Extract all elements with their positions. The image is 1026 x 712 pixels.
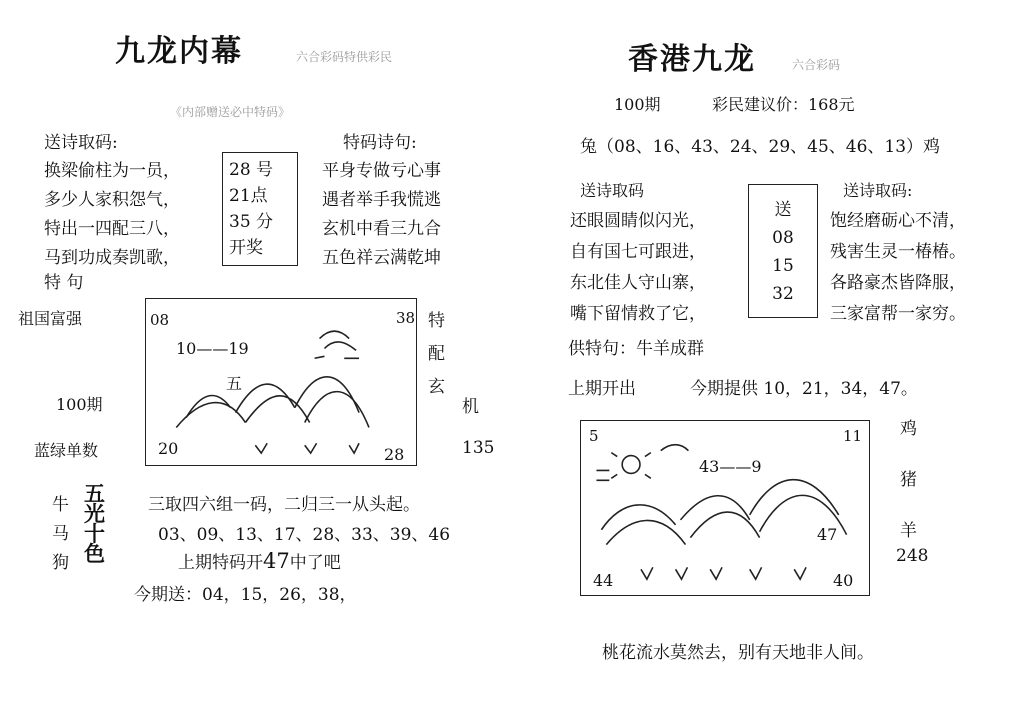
sketch-number: 40 bbox=[833, 571, 854, 590]
zodiac-vertical-char: 五 bbox=[84, 481, 105, 506]
side-char: 鸡 bbox=[900, 419, 917, 439]
left-right-side-chars bbox=[428, 306, 445, 397]
poem-line: 自有国七可跟进， bbox=[570, 242, 706, 262]
special-sentence: 供特句：牛羊成群 bbox=[568, 339, 704, 359]
send-poem-line: 换梁偷柱为一员， bbox=[44, 161, 180, 181]
footer-poem: 桃花流水莫然去，别有天地非人间。 bbox=[602, 643, 874, 663]
right-mountain-sketch bbox=[581, 421, 869, 595]
right-poem-b bbox=[830, 206, 966, 324]
this-provide: 今期提供 10，21，34，47。 bbox=[690, 379, 918, 399]
sketch-mark: 五 bbox=[226, 374, 243, 393]
sketch-number: 08 bbox=[150, 311, 170, 329]
draw-box-line: 开奖 bbox=[229, 238, 263, 258]
right-side-number: 248 bbox=[896, 546, 929, 566]
zodiac-item: 狗 bbox=[52, 553, 69, 573]
special-poem-line: 五色祥云满乾坤 bbox=[322, 248, 441, 268]
special-poem-label: 特码诗句: bbox=[343, 133, 417, 153]
left-side-label: 100期 bbox=[56, 395, 103, 414]
send-box-item: 08 bbox=[772, 228, 794, 248]
sketch-number: 47 bbox=[817, 525, 838, 544]
sketch-number: 5 bbox=[589, 427, 599, 445]
right-poem-a bbox=[570, 206, 706, 324]
rabbit-line: 兔（08、16、43、24、29、45、46、13）鸡 bbox=[580, 137, 941, 157]
side-char: 配 bbox=[428, 344, 445, 364]
send-box-item: 32 bbox=[772, 284, 794, 304]
left-sketch-box bbox=[145, 298, 417, 466]
send-poem-line: 多少人家积怨气， bbox=[44, 190, 180, 210]
send-poem-label: 送诗取码: bbox=[44, 133, 118, 153]
last-label: 上期开出 bbox=[568, 379, 636, 399]
side-char: 特 bbox=[428, 311, 445, 331]
left-banner: 《内部赠送必中特码》 bbox=[170, 105, 291, 119]
rule-text: 三取四六组一码，二归三一从头起。 bbox=[148, 495, 420, 515]
zodiac-vertical-char: 十 bbox=[84, 521, 105, 546]
draw-box-line: 21点 bbox=[229, 186, 268, 206]
special-poem-line: 平身专做亏心事 bbox=[322, 161, 441, 181]
zodiac-item: 马 bbox=[52, 524, 69, 544]
draw-box-line: 35 分 bbox=[229, 212, 274, 232]
poem-line: 残害生灵一椿椿。 bbox=[830, 242, 966, 262]
poem-line: 东北佳人守山寨， bbox=[570, 273, 706, 293]
sketch-number: 28 bbox=[384, 445, 405, 464]
sketch-number: 44 bbox=[593, 571, 614, 590]
special-sentence-label: 特 句 bbox=[44, 273, 84, 293]
send-poem-line: 特出一四配三八， bbox=[44, 219, 180, 239]
send-poem-lines bbox=[44, 156, 180, 268]
right-side-chars bbox=[900, 414, 917, 541]
zodiac-vertical-char: 色 bbox=[84, 541, 105, 566]
left-side-number: 135 bbox=[462, 438, 495, 458]
left-side-label: 蓝绿单数 bbox=[34, 441, 99, 460]
right-subtitle: 六合彩码 bbox=[792, 58, 841, 72]
poem-line: 三家富帮一家穷。 bbox=[830, 304, 966, 324]
side-char: 机 bbox=[462, 397, 479, 417]
side-char: 玄 bbox=[428, 377, 445, 397]
last-suffix: 中了吧 bbox=[289, 553, 341, 573]
sketch-number: 20 bbox=[158, 439, 179, 458]
send-number-box bbox=[748, 184, 818, 318]
sketch-number: 38 bbox=[396, 309, 416, 327]
side-char: 羊 bbox=[900, 521, 917, 541]
special-poem-line: 玄机中看三九合 bbox=[322, 219, 441, 239]
last-prefix: 上期特码开 bbox=[178, 553, 263, 573]
send-poem-line: 马到功成奏凯歌， bbox=[44, 248, 180, 268]
numbers-text: 03、09、13、17、28、33、39、46 bbox=[158, 525, 451, 545]
left-title: 九龙内幕 bbox=[115, 34, 243, 69]
send-box-item: 15 bbox=[772, 256, 794, 276]
right-period: 100期 bbox=[614, 95, 661, 114]
draw-time-box bbox=[222, 152, 298, 266]
special-poem-lines bbox=[322, 156, 441, 268]
right-sketch-box bbox=[580, 420, 870, 596]
send-poem-label-b: 送诗取码: bbox=[843, 181, 913, 200]
left-mountain-sketch bbox=[146, 299, 416, 465]
send-box-item: 送 bbox=[774, 200, 792, 220]
draw-box-line: 28 号 bbox=[229, 160, 274, 180]
this-period-text: 今期送：04，15，26，38， bbox=[134, 585, 357, 605]
left-subtitle: 六合彩码特供彩民 bbox=[296, 50, 393, 64]
zodiac-list bbox=[52, 490, 69, 573]
sketch-number: 10——19 bbox=[176, 339, 249, 358]
sketch-number: 11 bbox=[843, 427, 863, 445]
poem-line: 嘴下留情救了它， bbox=[570, 304, 706, 324]
sketch-number: 43——9 bbox=[699, 457, 762, 476]
last-period-line bbox=[178, 548, 341, 573]
poem-line: 还眼圆睛似闪光， bbox=[570, 211, 706, 231]
zodiac-vertical-char: 光 bbox=[84, 501, 105, 526]
poem-line: 饱经磨砺心不清， bbox=[830, 211, 966, 231]
zodiac-item: 牛 bbox=[52, 495, 69, 515]
send-poem-label-a: 送诗取码 bbox=[580, 181, 645, 200]
right-price: 彩民建议价：168元 bbox=[712, 95, 855, 114]
left-side-label: 祖国富强 bbox=[18, 309, 83, 328]
last-number: 47 bbox=[263, 549, 290, 573]
poem-line: 各路豪杰皆降服， bbox=[830, 273, 966, 293]
zodiac-vertical bbox=[84, 481, 105, 566]
right-title: 香港九龙 bbox=[628, 42, 756, 77]
side-char: 猪 bbox=[900, 470, 917, 490]
special-poem-line: 遇者举手我慌逃 bbox=[322, 190, 441, 210]
